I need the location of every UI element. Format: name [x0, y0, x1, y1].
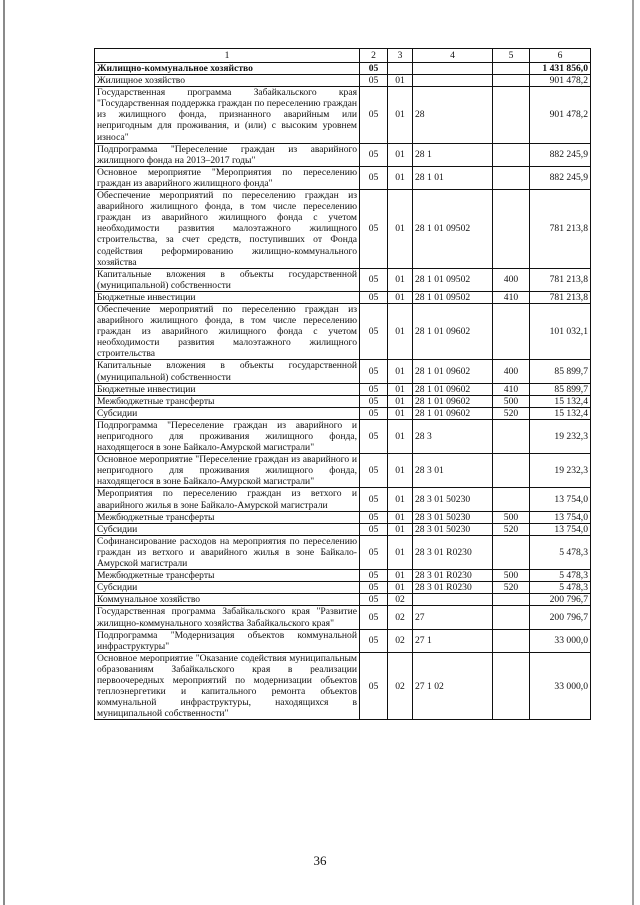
row-name-cell: Коммунальное хозяйство	[95, 594, 360, 606]
row-target-code-cell	[413, 75, 493, 87]
row-section-cell: 05	[360, 395, 388, 407]
row-target-code-cell: 27 1	[413, 629, 493, 652]
table-row	[95, 143, 591, 166]
row-amount-cell: 13 754,0	[530, 488, 591, 511]
row-section-cell: 05	[360, 291, 388, 303]
row-section-cell: 05	[360, 190, 388, 269]
row-amount-cell: 19 232,3	[530, 454, 591, 488]
header-cell-6: 6	[530, 49, 591, 63]
row-expense-type-cell	[493, 143, 530, 166]
row-target-code-cell	[413, 594, 493, 606]
row-name-cell: Государственная программа Забайкальского края "Государственная поддержка граждан по переселению граждан из жилищного фонда, признанного аварийным или непригодным для проживания, и (или) с высоким уровнем износа"	[95, 87, 360, 143]
row-expense-type-cell	[493, 303, 530, 359]
row-expense-type-cell	[493, 75, 530, 87]
row-target-code-cell: 28 1	[413, 143, 493, 166]
scan-edge-left	[3, 0, 5, 905]
row-subsection-cell: 02	[388, 629, 413, 652]
row-section-cell: 05	[360, 383, 388, 395]
row-subsection-cell: 02	[388, 652, 413, 720]
table-row	[95, 303, 591, 359]
row-name-cell: Подпрограмма "Модернизация объектов коммунальной инфраструктуры"	[95, 629, 360, 652]
row-amount-cell: 85 899,7	[530, 360, 591, 383]
row-section-cell: 05	[360, 570, 388, 582]
row-name-cell: Жилищное хозяйство	[95, 75, 360, 87]
row-subsection-cell: 01	[388, 488, 413, 511]
row-amount-cell: 1 431 856,0	[530, 63, 591, 75]
row-expense-type-cell: 520	[493, 407, 530, 419]
row-subsection-cell: 01	[388, 268, 413, 291]
table-row	[95, 291, 591, 303]
table-row	[95, 523, 591, 535]
row-expense-type-cell: 520	[493, 523, 530, 535]
row-target-code-cell: 28 1 01 09602	[413, 360, 493, 383]
row-amount-cell: 901 478,2	[530, 87, 591, 143]
row-subsection-cell: 01	[388, 143, 413, 166]
row-name-cell: Капитальные вложения в объекты государственной (муниципальной) собственности	[95, 268, 360, 291]
row-expense-type-cell	[493, 87, 530, 143]
row-name-cell: Межбюджетные трансферты	[95, 511, 360, 523]
row-subsection-cell: 01	[388, 303, 413, 359]
row-expense-type-cell	[493, 63, 530, 75]
row-name-cell: Обеспечение мероприятий по переселению граждан из аварийного жилищного фонда, в том числе переселению граждан из аварийного жилищного фонда с учетом необходимости развития малоэтажного жилищного строительства	[95, 303, 360, 359]
table-row	[95, 360, 591, 383]
row-target-code-cell: 28 1 01 09502	[413, 190, 493, 269]
row-section-cell: 05	[360, 511, 388, 523]
row-name-cell: Основное мероприятие "Оказание содействия муниципальным образованиям Забайкальского края в реализации первоочередных мероприятий по модернизации объектов теплоэнергетики и капитального ремонта объектов коммунальной инфраструктуры, находящихся в муниципальной собственности"	[95, 652, 360, 720]
row-target-code-cell: 28 1 01 09602	[413, 303, 493, 359]
row-target-code-cell: 28 3 01 R0230	[413, 582, 493, 594]
row-section-cell: 05	[360, 166, 388, 189]
row-amount-cell: 200 796,7	[530, 606, 591, 629]
page-number: 36	[313, 853, 327, 868]
row-section-cell: 05	[360, 143, 388, 166]
row-target-code-cell: 28 1 01 09602	[413, 407, 493, 419]
row-target-code-cell: 28 3 01 R0230	[413, 570, 493, 582]
row-name-cell: Субсидии	[95, 582, 360, 594]
row-subsection-cell: 01	[388, 360, 413, 383]
table-row	[95, 383, 591, 395]
row-amount-cell: 85 899,7	[530, 383, 591, 395]
row-amount-cell: 781 213,8	[530, 291, 591, 303]
row-expense-type-cell	[493, 535, 530, 569]
row-target-code-cell: 28 1 01 09602	[413, 383, 493, 395]
row-amount-cell: 781 213,8	[530, 190, 591, 269]
row-target-code-cell	[413, 63, 493, 75]
row-section-cell: 05	[360, 535, 388, 569]
table-row	[95, 87, 591, 143]
row-subsection-cell: 01	[388, 582, 413, 594]
header-cell-5: 5	[493, 49, 530, 63]
row-expense-type-cell	[493, 629, 530, 652]
row-expense-type-cell: 400	[493, 268, 530, 291]
table-row	[95, 454, 591, 488]
row-expense-type-cell: 410	[493, 383, 530, 395]
row-section-cell: 05	[360, 523, 388, 535]
row-target-code-cell: 28 1 01 09502	[413, 268, 493, 291]
row-amount-cell: 15 132,4	[530, 395, 591, 407]
row-subsection-cell: 01	[388, 190, 413, 269]
table-row	[95, 511, 591, 523]
row-name-cell: Капитальные вложения в объекты государственной (муниципальной) собственности	[95, 360, 360, 383]
table-row	[95, 594, 591, 606]
row-target-code-cell: 28 3	[413, 419, 493, 453]
row-expense-type-cell: 400	[493, 360, 530, 383]
row-target-code-cell: 28 3 01 50230	[413, 511, 493, 523]
table-row	[95, 419, 591, 453]
row-section-cell: 05	[360, 652, 388, 720]
row-section-cell: 05	[360, 360, 388, 383]
row-subsection-cell: 01	[388, 395, 413, 407]
row-target-code-cell: 28 1 01 09602	[413, 395, 493, 407]
header-cell-4: 4	[413, 49, 493, 63]
header-cell-1: 1	[95, 49, 360, 63]
row-target-code-cell: 28 3 01 50230	[413, 488, 493, 511]
row-expense-type-cell	[493, 454, 530, 488]
row-subsection-cell: 01	[388, 570, 413, 582]
row-target-code-cell: 27	[413, 606, 493, 629]
table-row	[95, 75, 591, 87]
table-row	[95, 535, 591, 569]
row-section-cell: 05	[360, 268, 388, 291]
row-name-cell: Субсидии	[95, 407, 360, 419]
row-section-cell: 05	[360, 606, 388, 629]
row-section-cell: 05	[360, 582, 388, 594]
row-amount-cell: 882 245,9	[530, 166, 591, 189]
row-amount-cell: 13 754,0	[530, 523, 591, 535]
table-row	[95, 166, 591, 189]
row-expense-type-cell: 500	[493, 511, 530, 523]
row-subsection-cell: 01	[388, 291, 413, 303]
row-amount-cell: 5 478,3	[530, 535, 591, 569]
row-name-cell: Основное мероприятие "Переселение граждан из аварийного и непригодного для проживания жилищного фонда, находящегося в зоне Байкало-Амурской магистрали"	[95, 454, 360, 488]
row-name-cell: Обеспечение мероприятий по переселению граждан из аварийного жилищного фонда, в том числе переселению граждан из аварийного жилищного фонда с учетом необходимости развития малоэтажного жилищного строительства, за счет средств, поступивших от Фонда содействия реформированию жилищно-коммунального хозяйства	[95, 190, 360, 269]
row-amount-cell: 101 032,1	[530, 303, 591, 359]
row-section-cell: 05	[360, 63, 388, 75]
row-target-code-cell: 28 3 01 50230	[413, 523, 493, 535]
table-row	[95, 582, 591, 594]
row-subsection-cell: 01	[388, 75, 413, 87]
row-name-cell: Софинансирование расходов на мероприятия по переселению граждан из ветхого и аварийного жилья в зоне Байкало-Амурской магистрали	[95, 535, 360, 569]
row-amount-cell: 33 000,0	[530, 629, 591, 652]
row-expense-type-cell	[493, 606, 530, 629]
row-expense-type-cell	[493, 594, 530, 606]
row-name-cell: Государственная программа Забайкальского края "Развитие жилищно-коммунального хозяйства Забайкальского края"	[95, 606, 360, 629]
row-amount-cell: 19 232,3	[530, 419, 591, 453]
row-subsection-cell: 01	[388, 419, 413, 453]
row-name-cell: Подпрограмма "Переселение граждан из аварийного и непригодного для проживания жилищного фонда, находящегося в зоне Байкало-Амурской магистрали"	[95, 419, 360, 453]
row-expense-type-cell	[493, 652, 530, 720]
row-expense-type-cell: 500	[493, 395, 530, 407]
row-amount-cell: 781 213,8	[530, 268, 591, 291]
table-row	[95, 268, 591, 291]
row-subsection-cell: 01	[388, 166, 413, 189]
row-amount-cell: 5 478,3	[530, 570, 591, 582]
row-amount-cell: 33 000,0	[530, 652, 591, 720]
row-amount-cell: 13 754,0	[530, 511, 591, 523]
row-subsection-cell: 01	[388, 454, 413, 488]
row-amount-cell: 200 796,7	[530, 594, 591, 606]
row-subsection-cell: 02	[388, 606, 413, 629]
row-name-cell: Субсидии	[95, 523, 360, 535]
row-target-code-cell: 28 1 01	[413, 166, 493, 189]
table-row	[95, 63, 591, 75]
table-row	[95, 407, 591, 419]
row-expense-type-cell: 410	[493, 291, 530, 303]
row-expense-type-cell	[493, 166, 530, 189]
row-section-cell: 05	[360, 488, 388, 511]
scan-edge-right	[632, 0, 634, 905]
row-expense-type-cell	[493, 419, 530, 453]
row-expense-type-cell	[493, 488, 530, 511]
table-row	[95, 395, 591, 407]
row-amount-cell: 5 478,3	[530, 582, 591, 594]
row-name-cell: Мероприятия по переселению граждан из ветхого и аварийного жилья в зоне Байкало-Амурской магистрали	[95, 488, 360, 511]
row-subsection-cell: 01	[388, 383, 413, 395]
row-section-cell: 05	[360, 87, 388, 143]
row-target-code-cell: 28 3 01	[413, 454, 493, 488]
row-target-code-cell: 28	[413, 87, 493, 143]
row-subsection-cell: 01	[388, 511, 413, 523]
row-section-cell: 05	[360, 75, 388, 87]
row-amount-cell: 882 245,9	[530, 143, 591, 166]
row-subsection-cell	[388, 63, 413, 75]
row-name-cell: Основное мероприятие "Мероприятия по переселению граждан из аварийного жилищного фонда"	[95, 166, 360, 189]
row-amount-cell: 901 478,2	[530, 75, 591, 87]
row-name-cell: Жилищно-коммунальное хозяйство	[95, 63, 360, 75]
row-target-code-cell: 28 3 01 R0230	[413, 535, 493, 569]
row-section-cell: 05	[360, 629, 388, 652]
row-section-cell: 05	[360, 594, 388, 606]
row-target-code-cell: 28 1 01 09502	[413, 291, 493, 303]
row-subsection-cell: 01	[388, 523, 413, 535]
row-subsection-cell: 01	[388, 87, 413, 143]
table-row	[95, 570, 591, 582]
row-target-code-cell: 27 1 02	[413, 652, 493, 720]
table-row	[95, 606, 591, 629]
row-subsection-cell: 02	[388, 594, 413, 606]
header-cell-2: 2	[360, 49, 388, 63]
row-section-cell: 05	[360, 303, 388, 359]
row-subsection-cell: 01	[388, 407, 413, 419]
row-section-cell: 05	[360, 419, 388, 453]
table-row	[95, 190, 591, 269]
header-row	[95, 49, 591, 63]
row-name-cell: Подпрограмма "Переселение граждан из аварийного жилищного фонда на 2013–2017 годы"	[95, 143, 360, 166]
table-row	[95, 629, 591, 652]
row-name-cell: Бюджетные инвестиции	[95, 291, 360, 303]
row-name-cell: Бюджетные инвестиции	[95, 383, 360, 395]
row-subsection-cell: 01	[388, 535, 413, 569]
row-expense-type-cell: 500	[493, 570, 530, 582]
row-expense-type-cell: 520	[493, 582, 530, 594]
budget-table	[94, 48, 591, 720]
row-name-cell: Межбюджетные трансферты	[95, 570, 360, 582]
table-row	[95, 488, 591, 511]
header-cell-3: 3	[388, 49, 413, 63]
row-section-cell: 05	[360, 454, 388, 488]
row-expense-type-cell	[493, 190, 530, 269]
row-amount-cell: 15 132,4	[530, 407, 591, 419]
row-name-cell: Межбюджетные трансферты	[95, 395, 360, 407]
table-row	[95, 652, 591, 720]
row-section-cell: 05	[360, 407, 388, 419]
